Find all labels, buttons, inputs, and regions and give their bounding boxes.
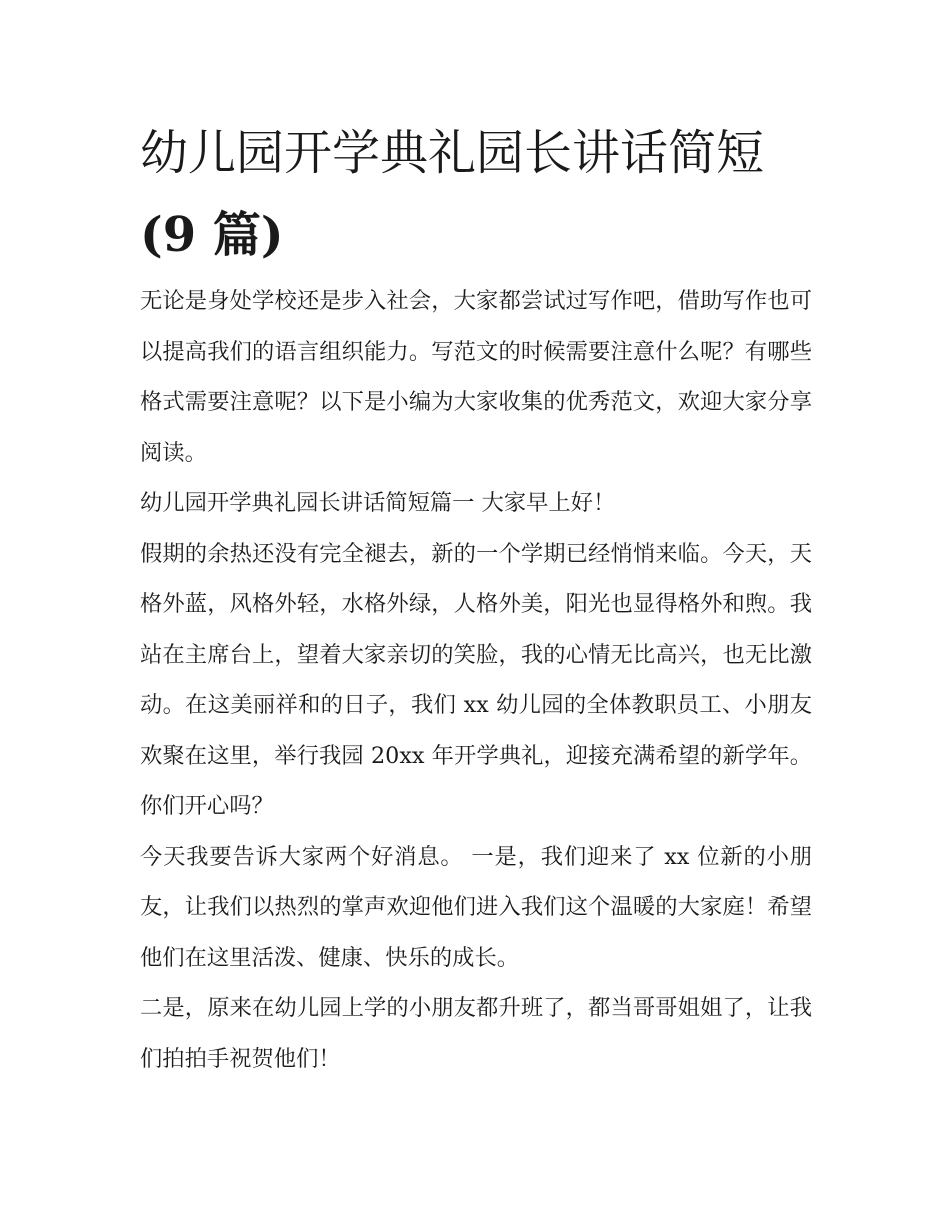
section-heading-paragraph: 幼儿园开学典礼园长讲话简短篇一 大家早上好！ bbox=[140, 490, 616, 516]
document-title bbox=[140, 112, 820, 276]
title-suffix: (9 篇) bbox=[140, 207, 284, 263]
document-body bbox=[140, 276, 812, 1084]
intro-paragraph: 无论是身处学校还是步入社会，大家都尝试过写作吧，借助写作也可以提高我们的语言组织能力。写范文的时候需要注意什么呢？有哪些格式需要注意呢？以下是小编为大家收集的优秀范文，欢迎大家分享阅读。 bbox=[140, 288, 812, 466]
title-main: 幼儿园开学典礼园长讲话简短 bbox=[140, 125, 765, 181]
body-paragraph: 二是，原来在幼儿园上学的小朋友都升班了，都当哥哥姐姐了，让我们拍拍手祝贺他们！ bbox=[140, 995, 812, 1072]
body-paragraph: 今天我要告诉大家两个好消息。 一是，我们迎来了 xx 位新的小朋友，让我们以热烈的掌声欢迎他们进入我们这个温暖的大家庭！希望他们在这里活泼、健康、快乐的成长。 bbox=[140, 843, 812, 971]
body-paragraph: 假期的余热还没有完全褪去，新的一个学期已经悄悄来临。今天，天格外蓝，风格外轻，水格外绿，人格外美，阳光也显得格外和煦。我站在主席台上，望着大家亲切的笑脸，我的心情无比高兴，也无比激动。在这美丽祥和的日子，我们 xx 幼儿园的全体教职员工、小朋友欢聚在这里，举行我园 20xx 年开学典礼，迎接充满希望的新学年。你们开心吗？ bbox=[140, 540, 812, 819]
